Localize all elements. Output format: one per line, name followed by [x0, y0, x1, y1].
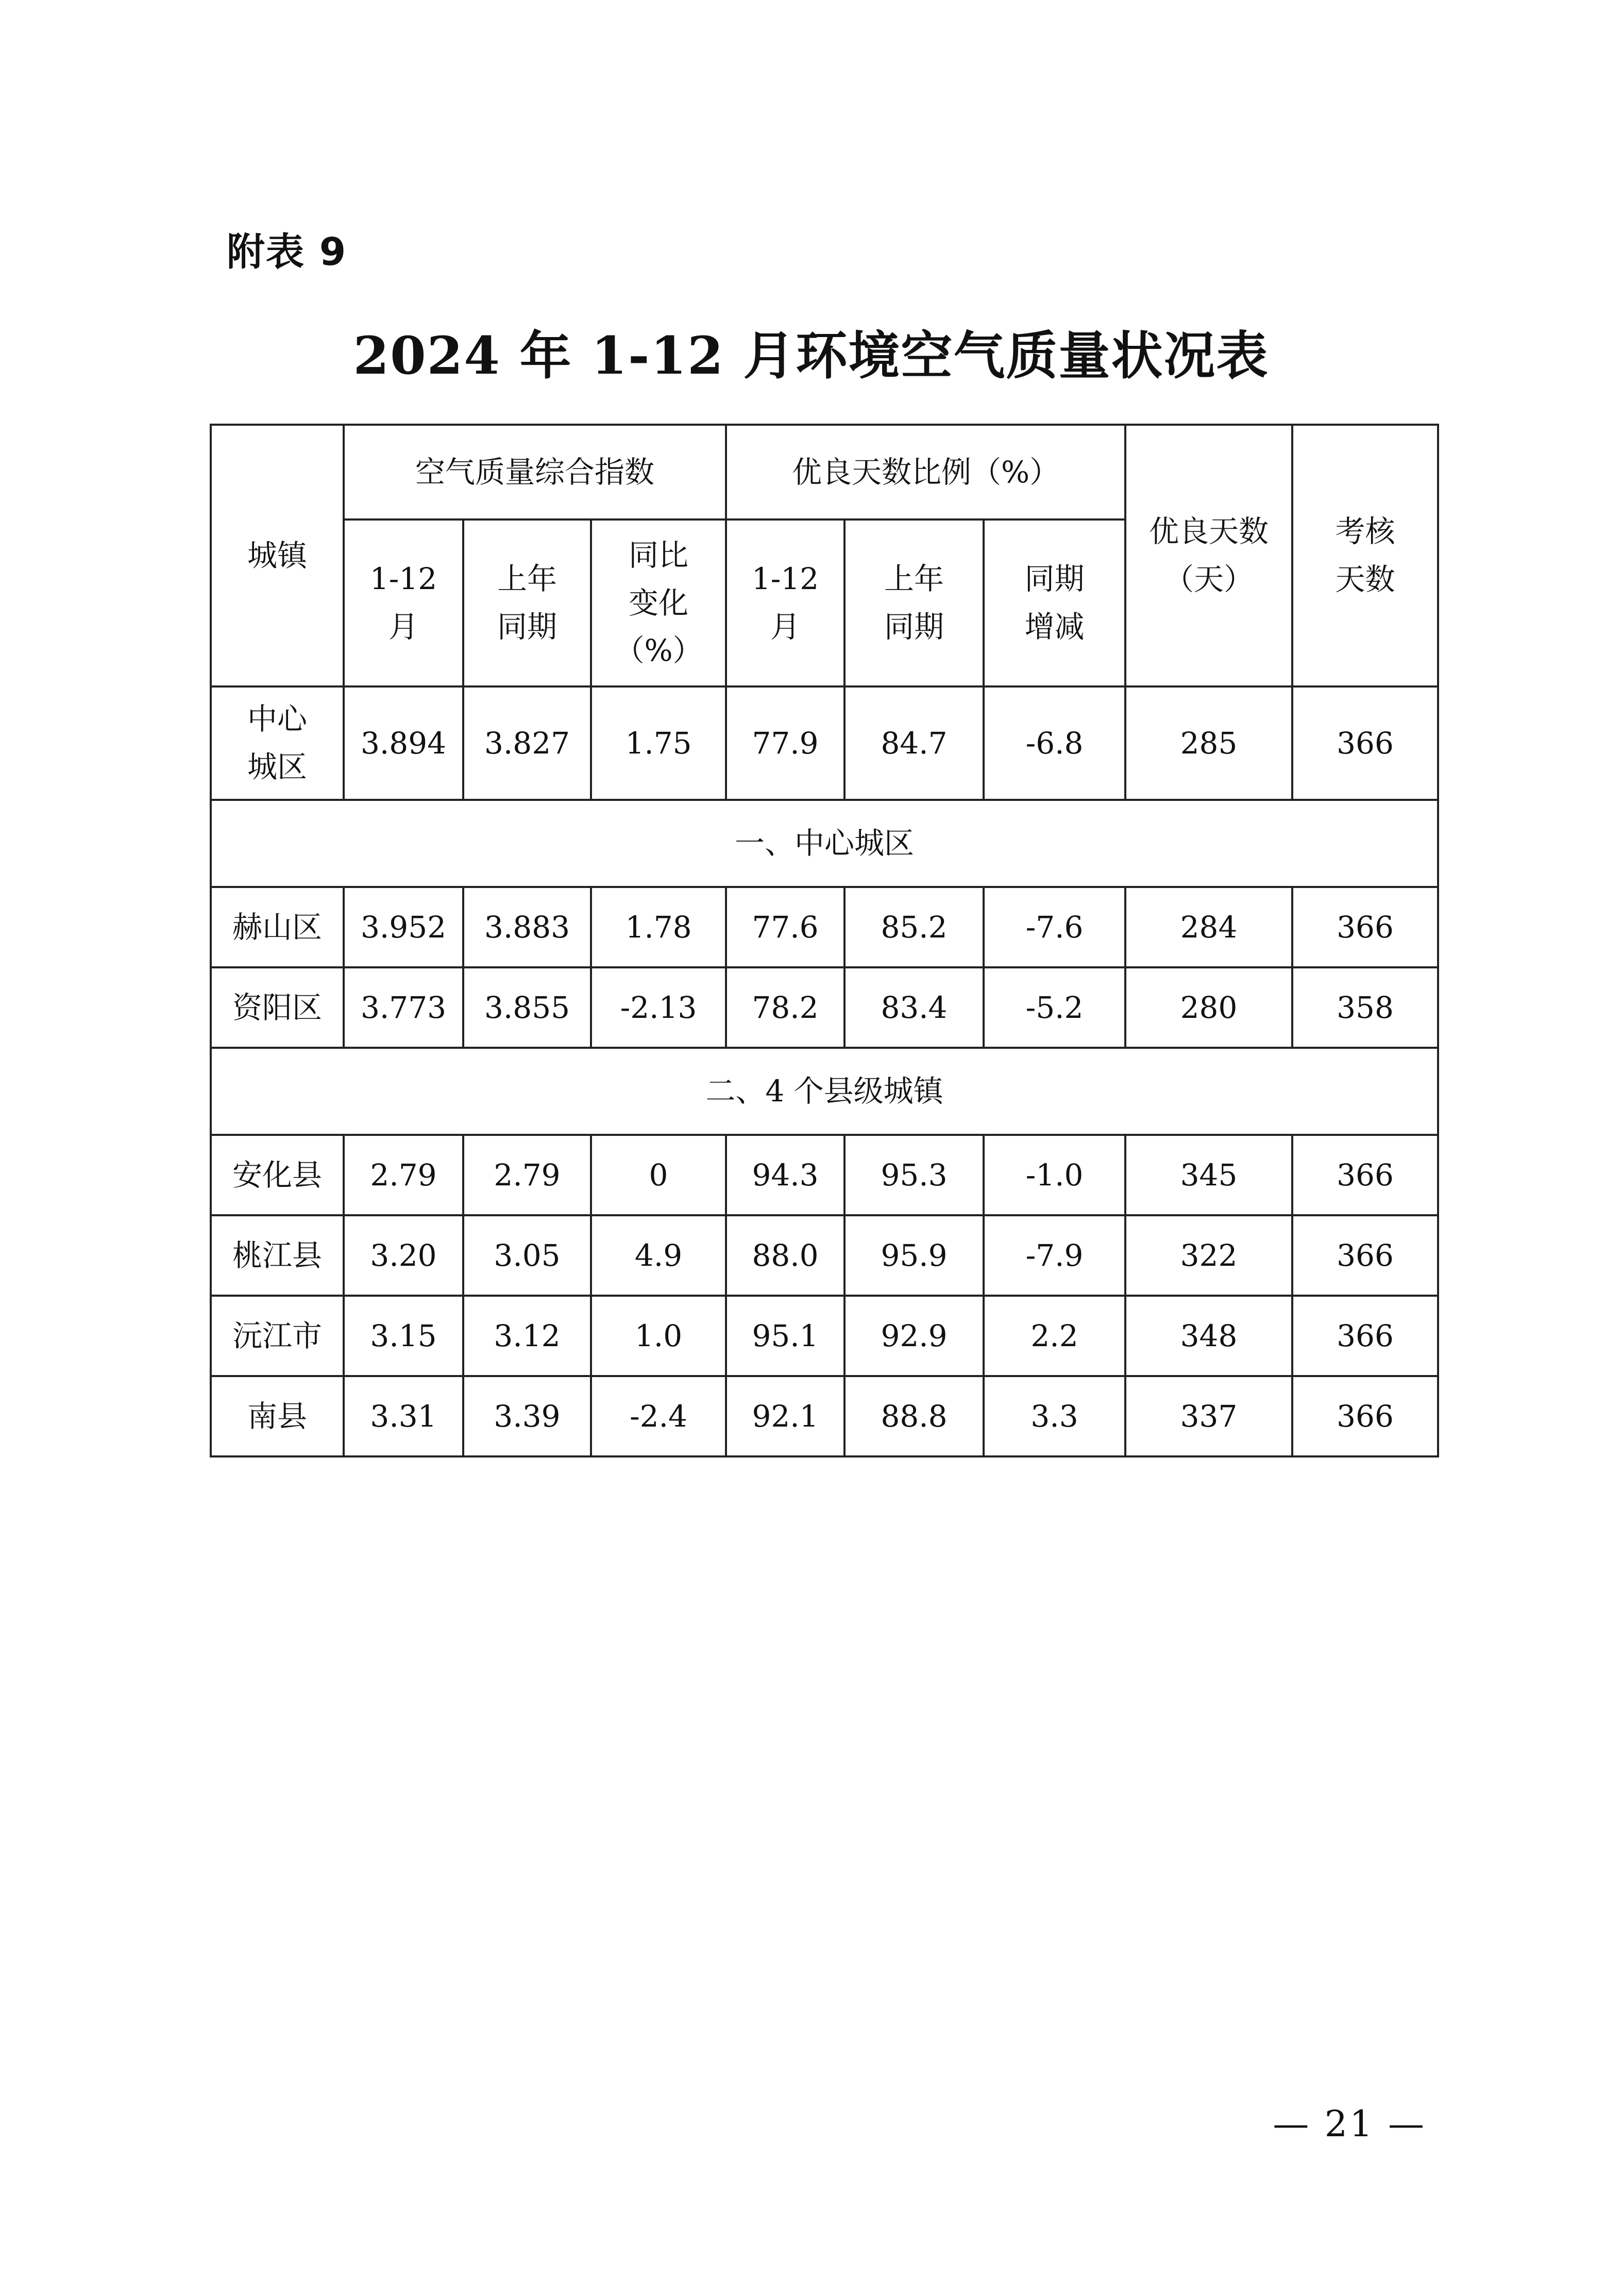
table-cell: 83.4	[844, 967, 984, 1048]
table-cell: 3.15	[344, 1296, 463, 1376]
city-cell: 桃江县	[211, 1215, 344, 1296]
table-cell: 1.75	[591, 686, 726, 800]
header-aqi-group: 空气质量综合指数	[344, 425, 726, 519]
table-row	[211, 1215, 1438, 1296]
table-cell: 322	[1125, 1215, 1292, 1296]
header-ratio-last-year: 上年 同期	[844, 519, 984, 686]
table-cell: 85.2	[844, 887, 984, 967]
header-assess-days: 考核 天数	[1292, 425, 1438, 686]
table-cell: 92.1	[726, 1376, 844, 1456]
table-cell: 366	[1292, 1296, 1438, 1376]
header-ratio-change: 同期 增减	[984, 519, 1125, 686]
table-cell: 95.9	[844, 1215, 984, 1296]
table-cell: 358	[1292, 967, 1438, 1048]
table-cell: 366	[1292, 887, 1438, 967]
table-cell: 77.9	[726, 686, 844, 800]
table-cell: 3.3	[984, 1376, 1125, 1456]
table-cell: 284	[1125, 887, 1292, 967]
table-cell: 366	[1292, 1215, 1438, 1296]
table-cell: 3.827	[463, 686, 591, 800]
table-cell: 3.20	[344, 1215, 463, 1296]
table-cell: 280	[1125, 967, 1292, 1048]
table-cell: 366	[1292, 686, 1438, 800]
table-cell: 3.952	[344, 887, 463, 967]
page-title: 2024 年 1-12 月环境空气质量状况表	[353, 325, 1269, 386]
city-cell: 沅江市	[211, 1296, 344, 1376]
table-cell: -7.9	[984, 1215, 1125, 1296]
page-number: — 21 —	[1273, 2103, 1426, 2145]
table-cell: -1.0	[984, 1135, 1125, 1215]
header-ratio-current: 1-12 月	[726, 519, 844, 686]
header-aqi-change: 同比 变化 （%）	[591, 519, 726, 686]
table-cell: 3.39	[463, 1376, 591, 1456]
table-cell: 3.894	[344, 686, 463, 800]
table-cell: -2.13	[591, 967, 726, 1048]
table-cell: 2.79	[344, 1135, 463, 1215]
table-cell: 0	[591, 1135, 726, 1215]
section-label: 二、4 个县级城镇	[211, 1048, 1438, 1135]
air-quality-table	[210, 424, 1439, 1457]
table-cell: 366	[1292, 1135, 1438, 1215]
table-cell: 3.05	[463, 1215, 591, 1296]
table-cell: 3.883	[463, 887, 591, 967]
table-cell: 92.9	[844, 1296, 984, 1376]
table-row	[211, 1376, 1438, 1456]
section-label: 一、中心城区	[211, 800, 1438, 887]
table-cell: 95.1	[726, 1296, 844, 1376]
table-cell: 348	[1125, 1296, 1292, 1376]
header-aqi-current: 1-12 月	[344, 519, 463, 686]
table-row	[211, 1296, 1438, 1376]
section-row	[211, 800, 1438, 887]
table-cell: -5.2	[984, 967, 1125, 1048]
table-cell: 88.8	[844, 1376, 984, 1456]
table-cell: 2.2	[984, 1296, 1125, 1376]
table-cell: 285	[1125, 686, 1292, 800]
table-cell: 3.773	[344, 967, 463, 1048]
table-cell: -6.8	[984, 686, 1125, 800]
city-cell: 中心 城区	[211, 686, 344, 800]
table-cell: 84.7	[844, 686, 984, 800]
appendix-label: 附表 9	[227, 230, 347, 274]
city-cell: 资阳区	[211, 967, 344, 1048]
header-row	[211, 425, 1438, 519]
table-cell: 3.855	[463, 967, 591, 1048]
header-good-ratio-group: 优良天数比例（%）	[726, 425, 1125, 519]
table-cell: 345	[1125, 1135, 1292, 1215]
table-cell: 95.3	[844, 1135, 984, 1215]
table-row	[211, 686, 1438, 800]
table-cell: 94.3	[726, 1135, 844, 1215]
table-cell: 77.6	[726, 887, 844, 967]
table-cell: 1.78	[591, 887, 726, 967]
table-cell: -7.6	[984, 887, 1125, 967]
table-row	[211, 1135, 1438, 1215]
table-cell: 3.12	[463, 1296, 591, 1376]
city-cell: 赫山区	[211, 887, 344, 967]
table-cell: 1.0	[591, 1296, 726, 1376]
header-city: 城镇	[211, 425, 344, 686]
header-aqi-last-year: 上年 同期	[463, 519, 591, 686]
table-cell: 78.2	[726, 967, 844, 1048]
table-cell: 366	[1292, 1376, 1438, 1456]
city-cell: 南县	[211, 1376, 344, 1456]
header-good-days: 优良天数 （天）	[1125, 425, 1292, 686]
table-cell: 337	[1125, 1376, 1292, 1456]
table-row	[211, 887, 1438, 967]
table-cell: 4.9	[591, 1215, 726, 1296]
city-cell: 安化县	[211, 1135, 344, 1215]
table-row	[211, 967, 1438, 1048]
table-cell: 88.0	[726, 1215, 844, 1296]
section-row	[211, 1048, 1438, 1135]
table-cell: -2.4	[591, 1376, 726, 1456]
table-cell: 3.31	[344, 1376, 463, 1456]
table-cell: 2.79	[463, 1135, 591, 1215]
